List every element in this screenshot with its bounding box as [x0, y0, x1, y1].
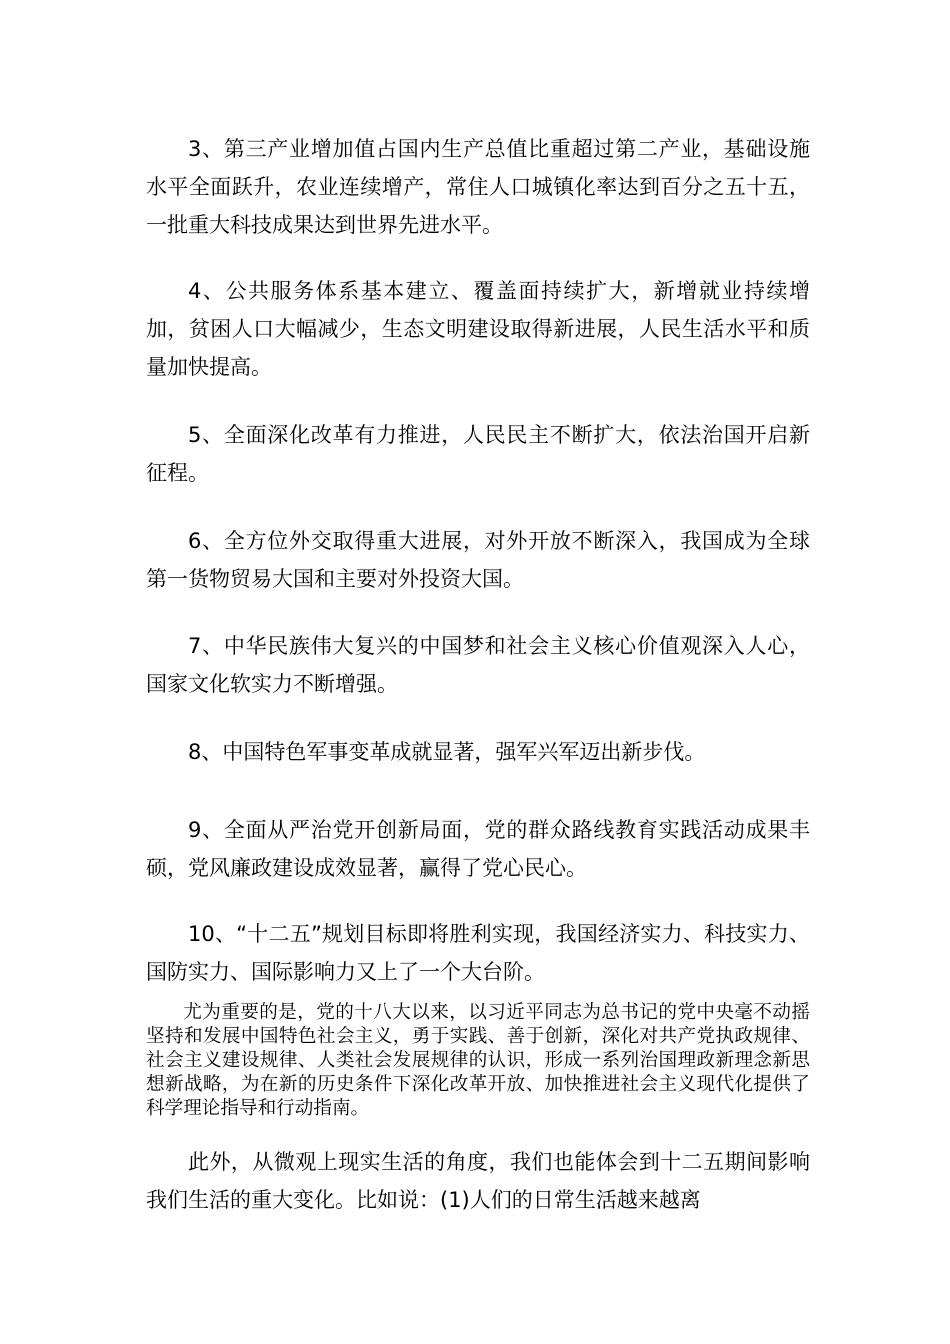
paragraph-item-10: 10、“十二五”规划目标即将胜利实现，我国经济实力、科技实力、国防实力、国际影响力又上了一个大台阶。	[146, 922, 810, 984]
document-page	[146, 130, 810, 1219]
paragraph-item-8: 8、中国特色军事变革成就显著，强军兴军迈出新步伐。	[188, 740, 706, 764]
paragraph-item-7: 7、中华民族伟大复兴的中国梦和社会主义核心价值观深入人心，国家文化软实力不断增强。	[146, 634, 810, 696]
paragraph-item-6: 6、全方位外交取得重大进展，对外开放不断深入，我国成为全球第一货物贸易大国和主要对外投资大国。	[146, 529, 810, 591]
paragraph-daily-life: 此外，从微观上现实生活的角度，我们也能体会到十二五期间影响我们生活的重大变化。比如说：(1)人们的日常生活越来越离	[146, 1150, 810, 1212]
paragraph-item-5: 5、全面深化改革有力推进，人民民主不断扩大，依法治国开启新征程。	[146, 423, 810, 485]
paragraph-item-9: 9、全面从严治党开创新局面，党的群众路线教育实践活动成果丰硕，党风廉政建设成效显著，赢得了党心民心。	[146, 818, 810, 880]
paragraph-summary: 尤为重要的是，党的十八大以来，以习近平同志为总书记的党中央毫不动摇坚持和发展中国特色社会主义，勇于实践、善于创新，深化对共产党执政规律、社会主义建设规律、人类社会发展规律的认识，形成一系列治国理政新理念新思想新战略，为在新的历史条件下深化改革开放、加快推进社会主义现代化提供了科学理论指导和行动指南。	[146, 1002, 810, 1119]
paragraph-item-3: 3、第三产业增加值占国内生产总值比重超过第二产业，基础设施水平全面跃升，农业连续增产，常住人口城镇化率达到百分之五十五，一批重大科技成果达到世界先进水平。	[146, 137, 810, 237]
paragraph-item-4: 4、公共服务体系基本建立、覆盖面持续扩大，新增就业持续增加，贫困人口大幅减少，生态文明建设取得新进展，人民生活水平和质量加快提高。	[146, 279, 810, 379]
